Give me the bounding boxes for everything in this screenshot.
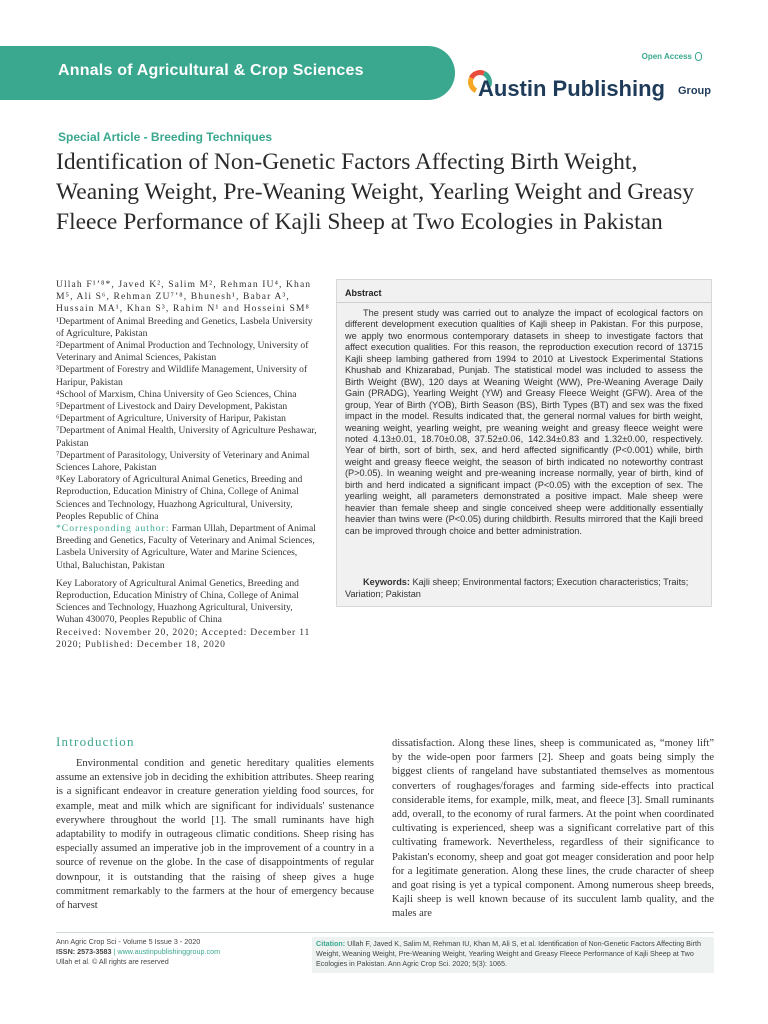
corresponding-author bbox=[56, 523, 320, 572]
author-info bbox=[56, 279, 320, 651]
abstract-heading: Abstract bbox=[345, 288, 382, 298]
article-type: Special Article - Breeding Techniques bbox=[58, 130, 273, 144]
abstract-box bbox=[336, 279, 712, 607]
citation-label: Citation: bbox=[316, 939, 346, 948]
footer-issn: ISSN: 2573-3583 bbox=[56, 947, 112, 956]
affiliation: ⁷Department of Parasitology, University of Veterinary and Animal Sciences Lahore, Pakistan bbox=[56, 449, 310, 474]
footer-sep: | bbox=[111, 947, 118, 956]
affiliation: ²Department of Animal Production and Technology, University of Veterinary and Animal Sciences, Pakistan bbox=[56, 340, 309, 364]
footer-info bbox=[56, 937, 306, 967]
keywords bbox=[345, 577, 703, 600]
introduction-column-2: dissatisfaction. Along these lines, sheep is communicated as, “money lift” by the wide-open poor farmers [2]. Sheep and goats being simply the biggest clients of rangeland have substantiated themselves as momentous converters of roughages/forages and farming side-effects into practical considerable items, for example, milk, meat, and fleece [3]. Small ruminants add, overall, to the economy of rural farmers. At the point when coordinated cultivating is experienced, sheep was a significant correlative part of this cultivating framework. Nevertheless, regardless of their significance to Pakistan's economy, sheep and goat got meager consideration and poor help for a legitimate generation. Along these lines, the crude character of sheep and goat rising is yet a typical component. Among numerous sheep breeds, Kajli sheep is well known because of its succulent lamb quality, and the males are bbox=[392, 738, 714, 920]
open-access-badge[interactable] bbox=[642, 52, 702, 61]
footer-copyright: Ullah et al. © All rights are reserved bbox=[56, 957, 169, 966]
open-lock-icon bbox=[695, 52, 702, 61]
keywords-label: Keywords: bbox=[363, 577, 410, 587]
abstract-body: The present study was carried out to analyze the impact of ecological factors on different development execution qualities of Kajli sheep in Pakistan. For this purpose, we apply two enormous contemporary datasets in sheep to investigate factors that affect execution qualities. For this reason, the reproduction execution record of 13715 Kajli sheep lambing gathered from 1994 to 2010 at Livestock Experimental Stations Khushab and Khizarabad, Punjab. The statistical model was included to assess the Birth Weight (BW), 120 days at Weaning Weight (WW), Pre-Weaning Average Daily Gain (PRADG), Yearling Weight (YW) and Greasy Fleece Weight (GFW). Area of the group, Year of Birth (YOB), Birth Season (BS), Birth Types (BT) and sex was the fixed impact in the model. Results indicated that, the general normal values for birth weight, weaning weight, yearling weight, pre weaning weight and greasy fleece weight were noted 4.13±0.01, 18.70±0.08, 37.52±0.06, 142.34±0.83 and 1.32±0.00, respectively. Year of birth, sort of birth, sex, and herd affected significantly (P<0.001) while, birth weight and greasy fleece weight, the season of birth indicated no noteworthy contrast (P>0.05). In weaning weight and pre-weaning increase normally, year of birth, kind of birth and herd indicated a significant impact (P<0.05) with the exception of sex. The yearling weight, all parameters demonstrated a positive impact. Male sheep were heavier than female sheep and single conceived sheep were additionally essentially heavier than twins were (P<0.05) during childbirth. Results mirrored that the Kajli breed can be improved through choice and better administration. bbox=[345, 308, 703, 536]
introduction-column-1: Environmental condition and genetic hereditary qualities elements assume an extensive job in deciding the exhibition attributes. Sheep rearing is a significant endeavor in creature generation yielding food sources, for example, meat and milk which are significant for individuals' sustenance everywhere throughout the world [1]. The small ruminants have high adaptability to modify in outrageous climatic conditions. Sheep rising has especially assumed an imperative job in the improvement of a country in a source of revenue on the globe. In the case of disappointments of regular downpour, it is outstanding that the raising of sheep gives a huge commitment remarkably to the farmers at the hour of emergency because of harvest bbox=[56, 758, 374, 912]
corresponding-extra: Key Laboratory of Agricultural Animal Genetics, Breeding and Reproduction, Education Ministry of China, College of Animal Sciences and Technology, Huazhong Agricultural, University, Wuhan 430070, Peoples Republic of China bbox=[56, 577, 299, 626]
footer-divider bbox=[56, 932, 714, 933]
article-dates: Received: November 20, 2020; Accepted: December 11 2020; Published: December 18, 2020 bbox=[56, 626, 311, 650]
corresponding-text: Farman Ullah, Department of Animal Breeding and Genetics, Faculty of Veterinary and Animal Sciences, Lasbela University of Agriculture, Water and Marine Sciences, Uthal, Baluchistan, Pakistan bbox=[56, 523, 316, 571]
keywords-text: Kajli sheep; Environmental factors; Execution characteristics; Traits; Variation; Pakistan bbox=[345, 577, 689, 599]
corresponding-label: *Corresponding author: bbox=[56, 523, 170, 535]
affiliation: ⁷Department of Animal Health, University of Agriculture Peshawar, Pakistan bbox=[56, 425, 317, 449]
journal-name: Annals of Agricultural & Crop Sciences bbox=[58, 62, 364, 79]
open-access-label: Open Access bbox=[641, 52, 692, 61]
introduction-heading: Introduction bbox=[56, 734, 135, 749]
citation-box bbox=[312, 937, 714, 973]
publisher-name: Austin Publishing bbox=[478, 76, 665, 101]
author-list: Ullah F¹ʼ⁸*, Javed K², Salim M², Rehman IU⁴, Khan M⁵, Ali S⁶, Rehman ZU⁷ʼ⁸, Bhunesh¹, Babar A³, Hussain MA¹, Khan S³, Rahim N¹ and Hosseini SM⁸ bbox=[56, 279, 312, 315]
abstract-divider bbox=[337, 302, 711, 303]
article-title: Identification of Non-Genetic Factors Affecting Birth Weight, Weaning Weight, Pre-Weaning Weight, Yearling Weight and Greasy Fleece Performance of Kajli Sheep at Two Ecologies in Pakistan bbox=[56, 149, 694, 235]
affiliation: ⁴School of Marxism, China University of Geo Sciences, China bbox=[56, 388, 297, 400]
affiliation: ¹Department of Animal Breeding and Genetics, Lasbela University of Agriculture, Pakistan bbox=[56, 315, 313, 339]
affiliation: ⁸Key Laboratory of Agricultural Animal Genetics, Breeding and Reproduction, Education Ministry of China, College of Animal Sciences and Technology, Huazhong Agricultural, University, Peoples Republic of China bbox=[56, 474, 303, 522]
publisher-group: Group bbox=[678, 85, 711, 97]
affiliation: ³Department of Forestry and Wildlife Management, University of Haripur, Pakistan bbox=[56, 364, 308, 388]
footer-website-link[interactable]: www.austinpublishinggroup.com bbox=[117, 947, 221, 956]
citation-text: Ullah F, Javed K, Salim M, Rehman IU, Khan M, Ali S, et al. Identification of Non-Genetic Factors Affecting Birth Weight, Weaning Weight, Pre-Weaning Weight, Yearling Weight and Greasy Fleece Performance of Kajli Sheep at Two Ecologies in Pakistan. Ann Agric Crop Sci. 2020; 5(3): 1065. bbox=[316, 939, 701, 968]
affiliation: ⁶Department of Agriculture, University of Haripur, Pakistan bbox=[56, 413, 286, 425]
footer-volume: Ann Agric Crop Sci - Volume 5 Issue 3 - 2020 bbox=[56, 937, 201, 946]
publisher-logo[interactable] bbox=[466, 70, 726, 104]
affiliation: ⁵Department of Livestock and Dairy Development, Pakistan bbox=[56, 401, 288, 413]
journal-banner bbox=[0, 46, 455, 100]
footer-issn-line bbox=[56, 947, 306, 957]
